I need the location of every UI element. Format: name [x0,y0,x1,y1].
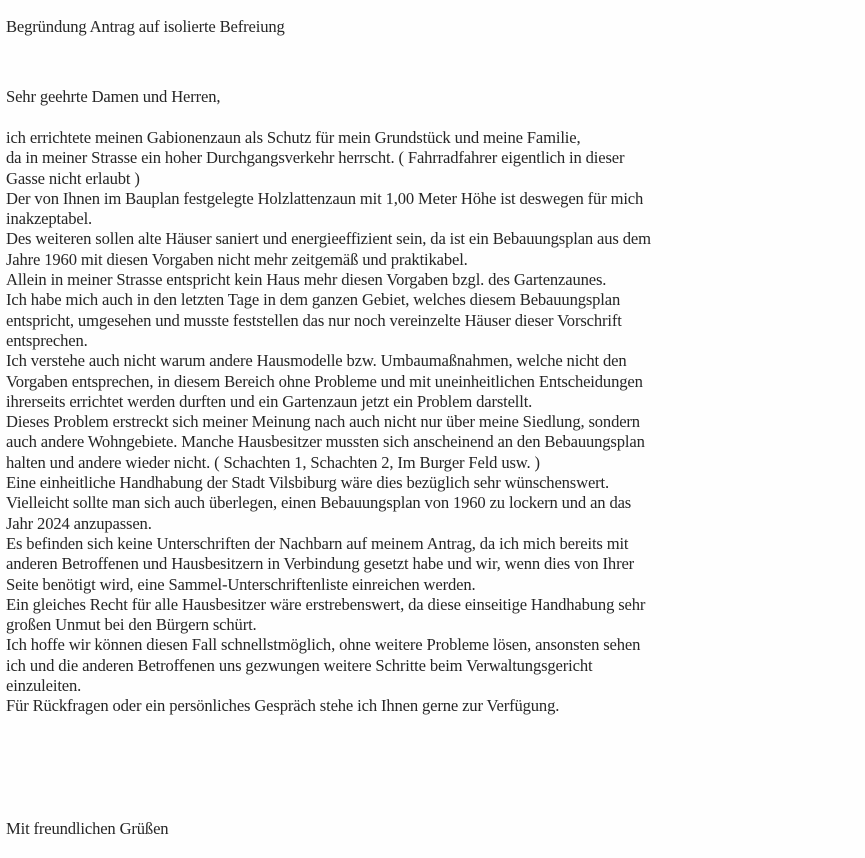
letter-body [6,128,856,717]
body-line: ich und die anderen Betroffenen uns gezwungen weitere Schritte beim Verwaltungsgericht [6,655,593,675]
body-line: Des weiteren sollen alte Häuser saniert und energieeffizient sein, da ist ein Bebauungsplan aus dem [6,229,651,249]
body-line: halten und andere wieder nicht. ( Schachten 1, Schachten 2, Im Burger Feld usw. ) [6,452,540,472]
letter-salutation: Sehr geehrte Damen und Herren, [6,87,221,106]
body-line: Vielleicht sollte man sich auch überlegen, einen Bebauungsplan von 1960 zu lockern und an das [6,493,632,513]
body-line: entspricht, umgesehen und musste feststellen das nur noch vereinzelte Häuser dieser Vorschrift [6,310,622,330]
body-line: Ich verstehe auch nicht warum andere Hausmodelle bzw. Umbaumaßnahmen, welche nicht den [6,351,627,371]
body-line: Der von Ihnen im Bauplan festgelegte Holzlattenzaun mit 1,00 Meter Höhe ist deswegen für mich [6,188,644,208]
body-line: Es befinden sich keine Unterschriften der Nachbarn auf meinem Antrag, da ich mich bereits mit [6,533,629,553]
body-line: anderen Betroffenen und Hausbesitzern in Verbindung gesetzt habe und wir, wenn dies von Ihrer [6,554,635,574]
body-line: Ein gleiches Recht für alle Hausbesitzer wäre erstrebenswert, da diese einseitige Handhabung sehr [6,594,646,614]
body-line: Vorgaben entsprechen, in diesem Bereich ohne Probleme und mit uneinheitlichen Entscheidungen [6,371,643,391]
body-line: da in meiner Strasse ein hoher Durchgangsverkehr herrscht. ( Fahrradfahrer eigentlich in dieser [6,148,625,168]
body-line: Jahre 1960 mit diesen Vorgaben nicht mehr zeitgemäß und praktikabel. [6,249,468,269]
body-line: Für Rückfragen oder ein persönliches Gespräch stehe ich Ihnen gerne zur Verfügung. [6,696,560,716]
body-line: Gasse nicht erlaubt ) [6,168,140,188]
body-line: Seite benötigt wird, eine Sammel-Unterschriftenliste einreichen werden. [6,574,476,594]
body-line: Jahr 2024 anzupassen. [6,513,152,533]
body-line: Eine einheitliche Handhabung der Stadt Vilsbiburg wäre dies bezüglich sehr wünschenswert. [6,473,609,493]
letter-subject: Begründung Antrag auf isolierte Befreiung [6,17,285,36]
body-line: ihrerseits errichtet werden durften und ein Gartenzaun jetzt ein Problem darstellt. [6,391,533,411]
body-line: ich errichtete meinen Gabionenzaun als Schutz für mein Grundstück und meine Familie, [6,128,581,147]
body-line: Allein in meiner Strasse entspricht kein Haus mehr diesen Vorgaben bzgl. des Gartenzaunes. [6,270,607,290]
letter-closing: Mit freundlichen Grüßen [6,819,169,838]
body-line: einzuleiten. [6,676,82,696]
body-line: Ich habe mich auch in den letzten Tage in dem ganzen Gebiet, welches diesem Bebauungsplan [6,290,621,310]
body-line: entsprechen. [6,330,88,350]
body-line: inakzeptabel. [6,209,93,229]
body-line: Dieses Problem erstreckt sich meiner Meinung nach auch nicht nur über meine Siedlung, sondern [6,412,640,432]
body-line: Ich hoffe wir können diesen Fall schnellstmöglich, ohne weitere Probleme lösen, ansonsten sehen [6,635,641,655]
body-line: großen Unmut bei den Bürgern schürt. [6,615,257,635]
body-line: auch andere Wohngebiete. Manche Hausbesitzer mussten sich anscheinend an den Bebauungsplan [6,432,645,452]
